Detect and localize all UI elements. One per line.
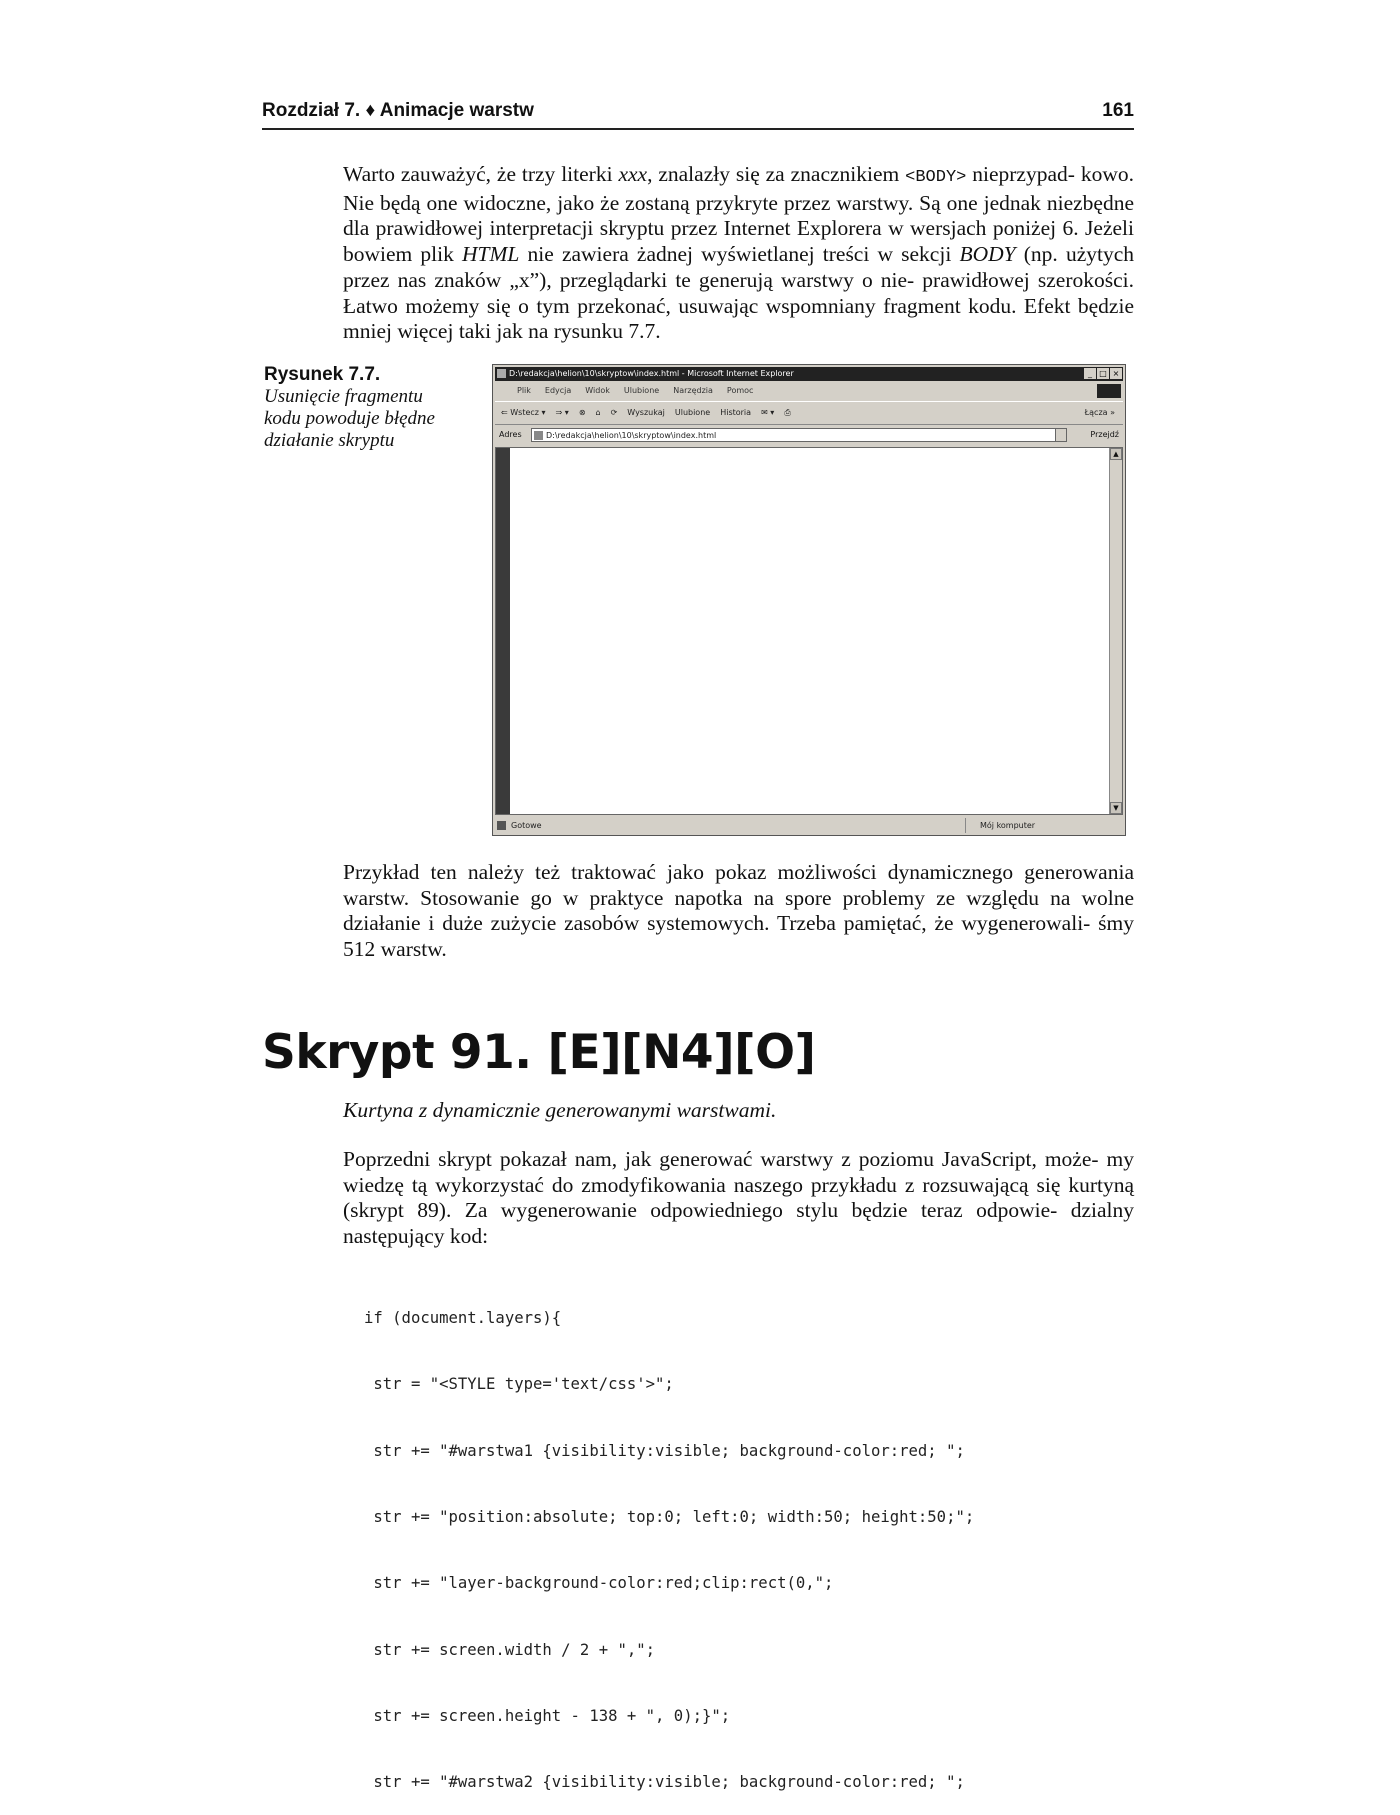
intro-paragraph xyxy=(343,162,1134,345)
windows-logo-icon xyxy=(1097,384,1121,398)
address-label: Adres xyxy=(499,430,522,439)
stop-icon[interactable]: ⊗ xyxy=(578,408,586,417)
menu-edit[interactable]: Edycja xyxy=(544,386,572,395)
scroll-down-icon[interactable]: ▼ xyxy=(1110,802,1122,814)
code-line: str += "layer-background-color:red;clip:rect(0,"; xyxy=(364,1574,834,1593)
forward-button[interactable]: ⇒ ▾ xyxy=(555,408,569,417)
address-value: D:\redakcja\helion\10\skryptow\index.html xyxy=(546,431,717,440)
links-button[interactable]: Łącza » xyxy=(1084,408,1115,417)
scroll-up-icon[interactable]: ▲ xyxy=(1110,448,1122,460)
history-button[interactable]: Historia xyxy=(720,408,752,417)
back-button[interactable]: ⇐ Wstecz ▾ xyxy=(501,408,546,417)
code-line: str += screen.width / 2 + ","; xyxy=(364,1640,656,1659)
text-run: nieprzypad- kowo. Nie będą one widoczne, jako że zostaną przykryte przez warstwy. Są one jednak niezbędne dla prawidłowej interpretacji skryptu przez Internet Explorera w wersjach poniżej 6. Jeżeli bowiem plik xyxy=(343,162,1134,267)
refresh-icon[interactable]: ⟳ xyxy=(610,408,618,417)
browser-screenshot xyxy=(492,364,1126,836)
code-line: str += "#warstwa2 {visibility:visible; background-color:red; "; xyxy=(364,1773,965,1792)
browser-title: D:\redakcja\helion\10\skryptow\index.html - Microsoft Internet Explorer xyxy=(509,369,794,378)
home-icon[interactable]: ⌂ xyxy=(595,408,601,417)
zone-text: Mój komputer xyxy=(965,818,1035,833)
figure-number: Rysunek 7.7. xyxy=(264,364,381,385)
section-subtitle: Kurtyna z dynamicznie generowanymi warstwami. xyxy=(343,1098,777,1122)
address-bar xyxy=(495,425,1123,445)
minimize-button[interactable]: _ xyxy=(1084,368,1096,379)
browser-menubar xyxy=(495,383,1123,399)
mail-icon[interactable]: ✉ ▾ xyxy=(761,408,775,417)
figure-caption-text: Usunięcie fragmentu kodu powoduje błędne działanie skryptu xyxy=(264,386,435,451)
emphasis-xxx: xxx xyxy=(618,162,648,186)
page-content xyxy=(495,447,1123,815)
close-button[interactable]: × xyxy=(1110,368,1122,379)
vertical-scrollbar[interactable] xyxy=(1109,448,1122,814)
emphasis-body: BODY xyxy=(959,242,1016,267)
menu-tools[interactable]: Narzędzia xyxy=(673,386,713,395)
text-run: , znalazły się za znacznikiem xyxy=(647,162,906,186)
print-icon[interactable]: ⎙ xyxy=(784,408,791,417)
ie-icon xyxy=(497,369,506,378)
address-dropdown-icon[interactable] xyxy=(1055,429,1066,441)
running-header xyxy=(262,98,1134,130)
code-line: str += "position:absolute; top:0; left:0; width:50; height:50;"; xyxy=(364,1508,975,1527)
emphasis-html: HTML xyxy=(462,242,520,267)
figure-caption xyxy=(264,364,464,452)
maximize-button[interactable]: □ xyxy=(1097,368,1109,379)
menu-favorites[interactable]: Ulubione xyxy=(623,386,660,395)
search-button[interactable]: Wyszukaj xyxy=(627,408,665,417)
address-input[interactable] xyxy=(531,428,1067,442)
inline-code-body: <BODY> xyxy=(905,168,967,187)
page-number: 161 xyxy=(1102,100,1134,121)
chapter-title: Rozdział 7. ♦ Animacje warstw xyxy=(262,100,534,121)
left-strip xyxy=(496,448,510,814)
code-line: str = "<STYLE type='text/css'>"; xyxy=(364,1375,674,1394)
menu-view[interactable]: Widok xyxy=(585,386,610,395)
status-bar xyxy=(495,818,1123,833)
favorites-button[interactable]: Ulubione xyxy=(674,408,711,417)
text-run: Warto zauważyć, że trzy literki xyxy=(343,162,619,186)
status-page-icon xyxy=(497,821,506,830)
code-line: if (document.layers){ xyxy=(364,1309,562,1328)
go-button[interactable]: Przejdź xyxy=(1090,430,1119,439)
paragraph-2: Przykład ten należy też traktować jako pokaz możliwości dynamicznego generowania warstw. Stosowanie go w praktyce napotka na spore problemy ze względu na wolne działanie i duże zużycie zasobów systemowych. Trzeba pamiętać, że wygenerowali- śmy 512 warstw. xyxy=(343,860,1134,962)
code-line: str += "#warstwa1 {visibility:visible; background-color:red; "; xyxy=(364,1441,965,1460)
code-line: str += screen.height - 138 + ", 0);}"; xyxy=(364,1706,731,1725)
window-buttons xyxy=(1084,368,1122,379)
text-run: (np. użytych przez nas znaków „x”), przeglądarki te generują warstwy o nie- prawidłowej szerokości. Łatwo możemy się o tym przekonać, usuwając wspomniany fragment kodu. Efekt będzie mniej więcej taki jak na rysunku 7.7. xyxy=(343,242,1135,344)
menu-help[interactable]: Pomoc xyxy=(726,386,754,395)
code-listing xyxy=(364,1263,974,1815)
menu-file[interactable]: Plik xyxy=(517,386,531,395)
text-run: nie zawiera żadnej wyświetlanej treści w sekcji xyxy=(519,242,960,267)
page-icon xyxy=(534,431,543,440)
browser-toolbar xyxy=(495,401,1123,425)
section-heading: Skrypt 91. [E][N4][O] xyxy=(262,1025,816,1080)
browser-titlebar xyxy=(495,367,1123,381)
section-paragraph: Poprzedni skrypt pokazał nam, jak generować warstwy z poziomu JavaScript, może- my wiedzę tą wykorzystać do zmodyfikowania naszego przykładu z rozsuwającą się kurtyną (skrypt 89). Za wygenerowanie odpowiedniego stylu będzie teraz odpowie- dzialny następujący kod: xyxy=(343,1147,1134,1249)
status-text: Gotowe xyxy=(511,821,542,830)
